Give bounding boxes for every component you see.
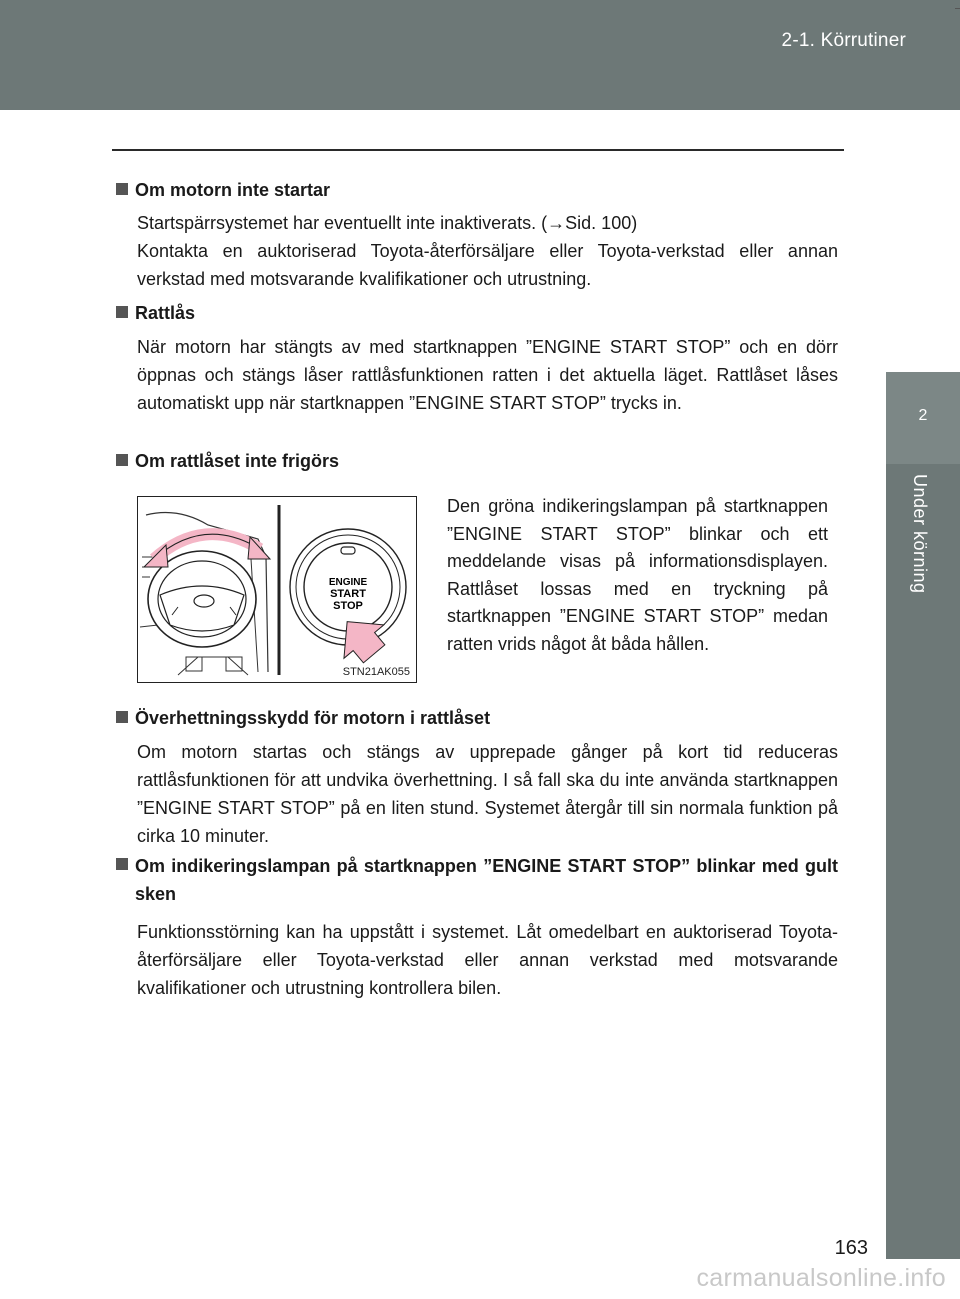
paragraph: Funktionsstörning kan ha uppstått i systemet. Låt omedelbart en auktoriserad Toyota-återförsäljare eller Toyota-verkstad eller annan verkstad med motsvarande kvalifikationer och utrustning kontrollera bilen. [137, 922, 838, 998]
section-heading: Rattlås [116, 300, 838, 326]
section-title: 2-1. Körrutiner [781, 30, 906, 51]
figure-caption: Den gröna indikeringslampan på startknappen ”ENGINE START STOP” blinkar och ett meddelande visas på informationsdisplayen. Rattlåset lossas med en tryckning på startknappen ”ENGINE START STOP” medan ratten vrids något åt båda hållen. [447, 496, 828, 654]
button-text-start: START [330, 588, 366, 600]
section-heading: Om rattlåset inte frigörs [116, 448, 838, 474]
section-steering-lock [116, 300, 838, 417]
watermark-text: carmanualsonline.info [696, 1264, 946, 1292]
bullet-square-icon [116, 306, 128, 318]
paragraph: Om motorn startas och stängs av upprepade gånger på kort tid reduceras rattlåsfunktionen för att undvika överhettning. I så fall ska du inte använda startknappen ”ENGINE START STOP” på en liten stund. Systemet återgår till sin normala funktion på cirka 10 minuter. [137, 742, 838, 846]
section-indicator-yellow [116, 852, 838, 1002]
section-heading: Om motorn inte startar [116, 177, 838, 203]
section-steering-lock-not-released [116, 448, 838, 474]
header-band [0, 0, 960, 110]
chapter-number: 2 [918, 407, 928, 424]
bullet-square-icon [116, 858, 128, 870]
side-tab-chapter [886, 372, 960, 464]
bullet-square-icon [116, 183, 128, 195]
section-overheat-protection [116, 705, 838, 850]
top-rule [112, 149, 844, 151]
steering-wheel-and-button-drawing [138, 497, 416, 682]
watermark [0, 1259, 960, 1299]
button-text-engine: ENGINE [328, 577, 368, 588]
bullet-square-icon [116, 454, 128, 466]
section-engine-not-starting [116, 177, 838, 293]
crop-mark [955, 8, 960, 9]
section-heading: Överhettningsskydd för motorn i rattlåset [116, 705, 838, 731]
bullet-square-icon [116, 711, 128, 723]
section-heading: Om indikeringslampan på startknappen ”ENGINE START STOP” blinkar med gult sken [116, 852, 838, 908]
button-text-stop: STOP [333, 600, 363, 612]
page-number: 163 [834, 1237, 868, 1259]
paragraph: Startspärrsystemet har eventuellt inte inaktiverats. (→Sid. 100) [137, 213, 638, 233]
chapter-label: Under körning [910, 474, 930, 594]
paragraph: När motorn har stängts av med startknappen ”ENGINE START STOP” och en dörr öppnas och stängs låser rattlåsfunktionen ratten i det aktuella läget. Rattlåset låses automatiskt upp när startknappen ”ENGINE START STOP” trycks in. [137, 337, 838, 413]
paragraph: Kontakta en auktoriserad Toyota-återförsäljare eller Toyota-verkstad eller annan verkstad med motsvarande kvalifikationer och utrustning. [137, 241, 838, 289]
steering-lock-illustration [137, 496, 417, 683]
figure-code: STN21AK055 [342, 666, 410, 678]
